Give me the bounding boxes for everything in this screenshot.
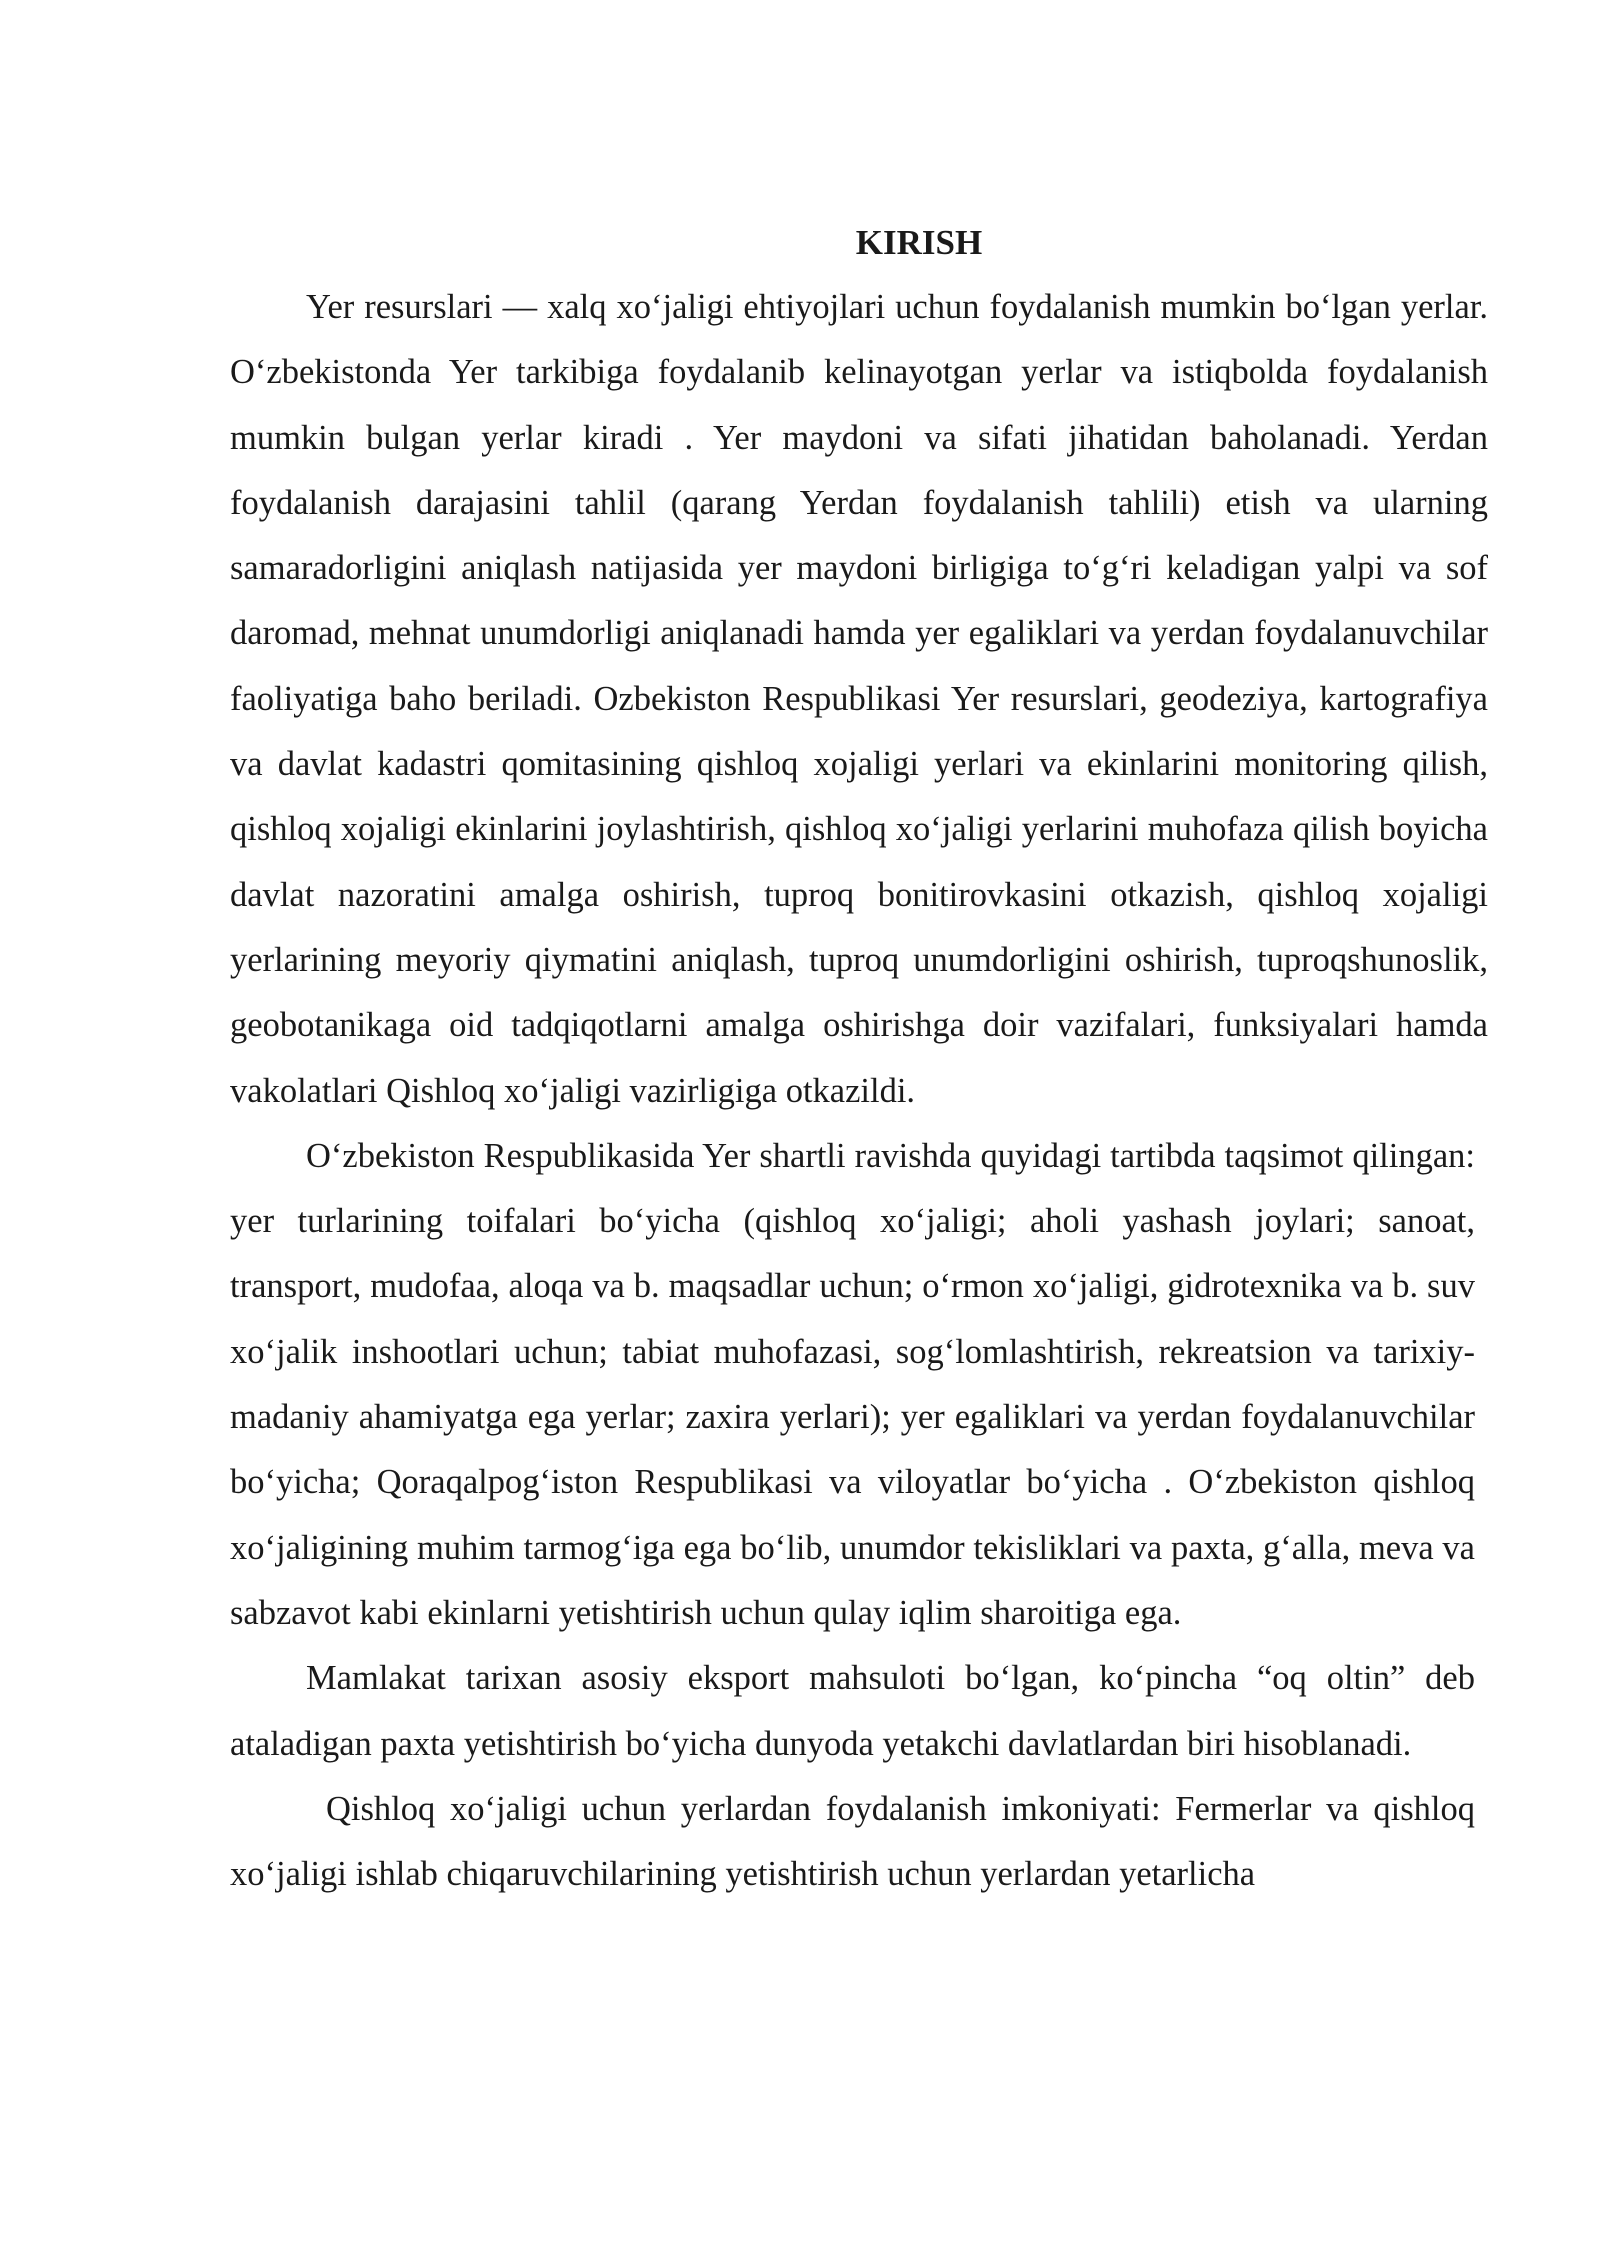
document-heading: KIRISH <box>855 223 983 262</box>
paragraph-3: Mamlakat tarixan asosiy eksport mahsuloti boʻlgan, koʻpincha “oq oltin” deb ataladigan paxta yetishtirish boʻyicha dunyoda yetakchi davlatlardan biri hisoblanadi. <box>230 1659 1475 1763</box>
paragraph-1: Yer resurslari — xalq xoʻjaligi ehtiyojlari uchun foydalanish mumkin boʻlgan yerlar. Oʻzbekistonda Yer tarkibiga foydalanib kelinayotgan yerlar va istiqbolda foydalanish mumkin bulgan yerlar kiradi . Yer maydoni va sifati jihatidan baholanadi. Yerdan foydalanish darajasini tahlil (qarang Yerdan foydalanish tahlili) etish va ularning samaradorligini aniqlash natijasida yer maydoni birligiga toʻgʻri keladigan yalpi va sof daromad, mehnat unumdorligi aniqlanadi hamda yer egaliklari va yerdan foydalanuvchilar faoliyatiga baho beriladi. Ozbekiston Respublikasi Yer resurslari, geodeziya, kartografiya va davlat kadastri qomitasining qishloq xojaligi yerlari va ekinlarini monitoring qilish, qishloq xojaligi ekinlarini joylashtirish, qishloq xoʻjaligi yerlarini muhofaza qilish boyicha davlat nazoratini amalga oshirish, tuproq bonitirovkasini otkazish, qishloq xojaligi yerlarining meyoriy qiymatini aniqlash, tuproq unumdorligini oshirish, tuproqshunoslik, geobotanikaga oid tadqiqotlarni amalga oshirishga doir vazifalari, funksiyalari hamda vakolatlari Qishloq xoʻjaligi vazirligiga otkazildi. <box>230 288 1488 1110</box>
document-page <box>230 210 1488 1907</box>
paragraph-2: Oʻzbekiston Respublikasida Yer shartli ravishda quyidagi tartibda taqsimot qilingan: yer turlarining toifalari boʻyicha (qishloq xoʻjaligi; aholi yashash joylari; sanoat, transport, mudofaa, aloqa va b. maqsadlar uchun; oʻrmon xoʻjaligi, gidrotexnika va b. suv xoʻjalik inshootlari uchun; tabiat muhofazasi, sogʻlomlashtirish, rekreatsion va tarixiy-madaniy ahamiyatga ega yerlar; zaxira yerlari); yer egaliklari va yerdan foydalanuvchilar boʻyicha; Qoraqalpogʻiston Respublikasi va viloyatlar boʻyicha . Oʻzbekiston qishloq xoʻjaligining muhim tarmogʻiga ega boʻlib, unumdor tekisliklari va paxta, gʻalla, meva va sabzavot kabi ekinlarni yetishtirish uchun qulay iqlim sharoitiga ega. <box>230 1136 1475 1632</box>
paragraph-4: Qishloq xoʻjaligi uchun yerlardan foydalanish imkoniyati: Fermerlar va qishloq xoʻjaligi ishlab chiqaruvchilarining yetishtirish uchun yerlardan yetarlicha <box>230 1789 1475 1894</box>
